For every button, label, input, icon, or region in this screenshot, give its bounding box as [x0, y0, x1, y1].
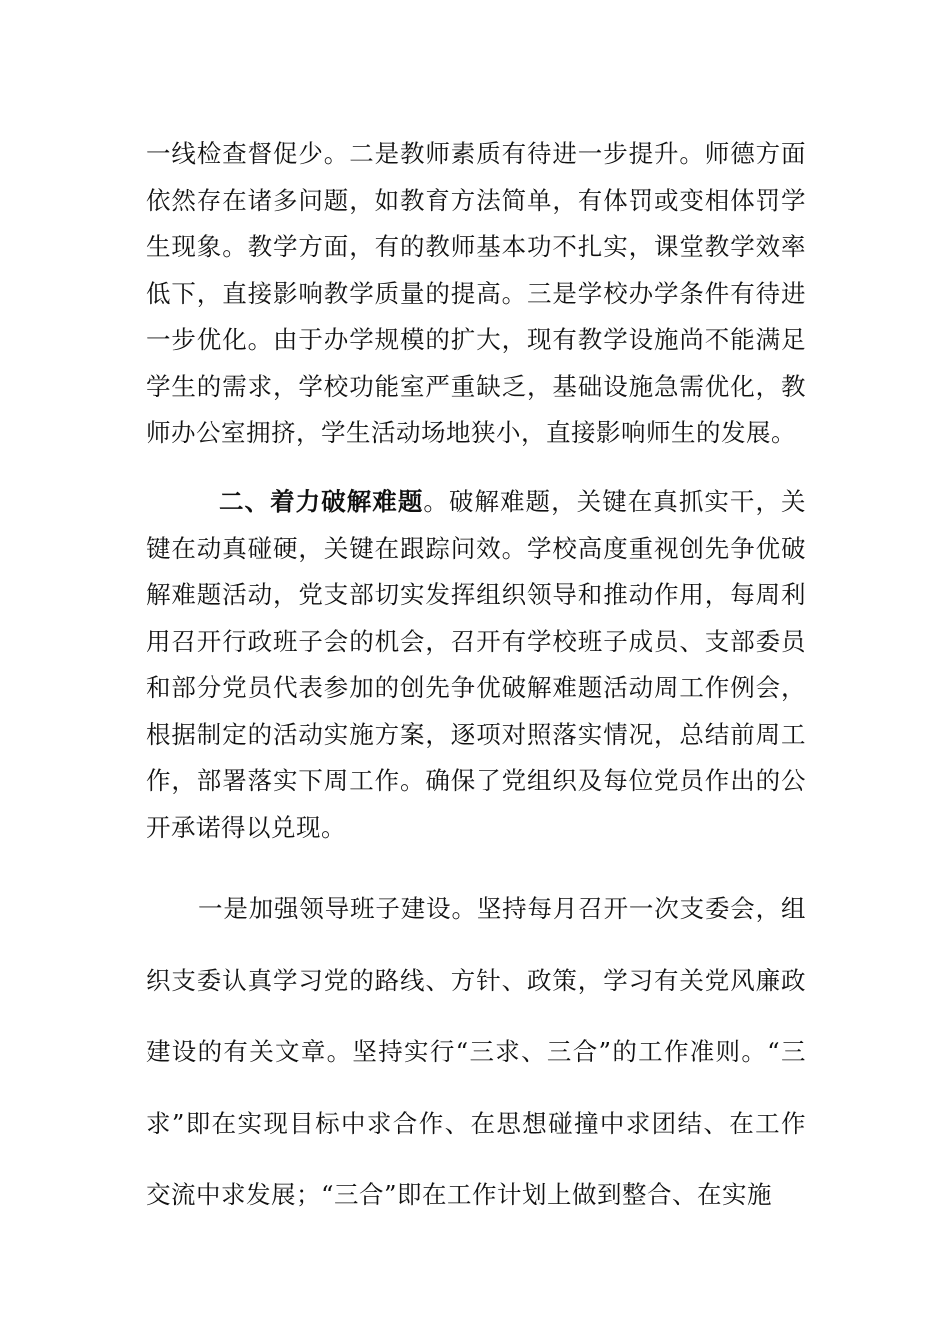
- paragraph-1: [146, 131, 806, 457]
- paragraph-3-text: 一是加强领导班子建设。坚持每月召开一次支委会，组织支委认真学习党的路线、方针、政策，学习有关党风廉政建设的有关文章。坚持实行“三求、三合”的工作准则。“三求”即在实现目标中求合作、在思想碰撞中求团结、在工作交流中求发展；“三合”即在工作计划上做到整合、在实施: [146, 894, 806, 1209]
- paragraph-3: [146, 873, 806, 1231]
- paragraph-2-text: 。破解难题，关键在真抓实干，关键在动真碰硬，关键在跟踪问效。学校高度重视创先争优破解难题活动，党支部切实发挥组织领导和推动作用，每周利用召开行政班子会的机会，召开有学校班子成员、支部委员和部分党员代表参加的创先争优破解难题活动周工作例会，根据制定的活动实施方案，逐项对照落实情况，总结前周工作，部署落实下周工作。确保了党组织及每位党员作出的公开承诺得以兑现。: [146, 487, 807, 842]
- paragraph-2: [146, 479, 806, 851]
- section-heading: 二、着力破解难题: [219, 487, 424, 516]
- paragraph-1-text: 一线检查督促少。二是教师素质有待进一步提升。师德方面依然存在诸多问题，如教育方法简单，有体罚或变相体罚学生现象。教学方面，有的教师基本功不扎实，课堂教学效率低下，直接影响教学质量的提高。三是学校办学条件有待进一步优化。由于办学规模的扩大，现有教学设施尚不能满足学生的需求，学校功能室严重缺乏，基础设施急需优化，教师办公室拥挤，学生活动场地狭小，直接影响师生的发展。: [146, 139, 806, 447]
- paragraph-2-body: [146, 479, 806, 851]
